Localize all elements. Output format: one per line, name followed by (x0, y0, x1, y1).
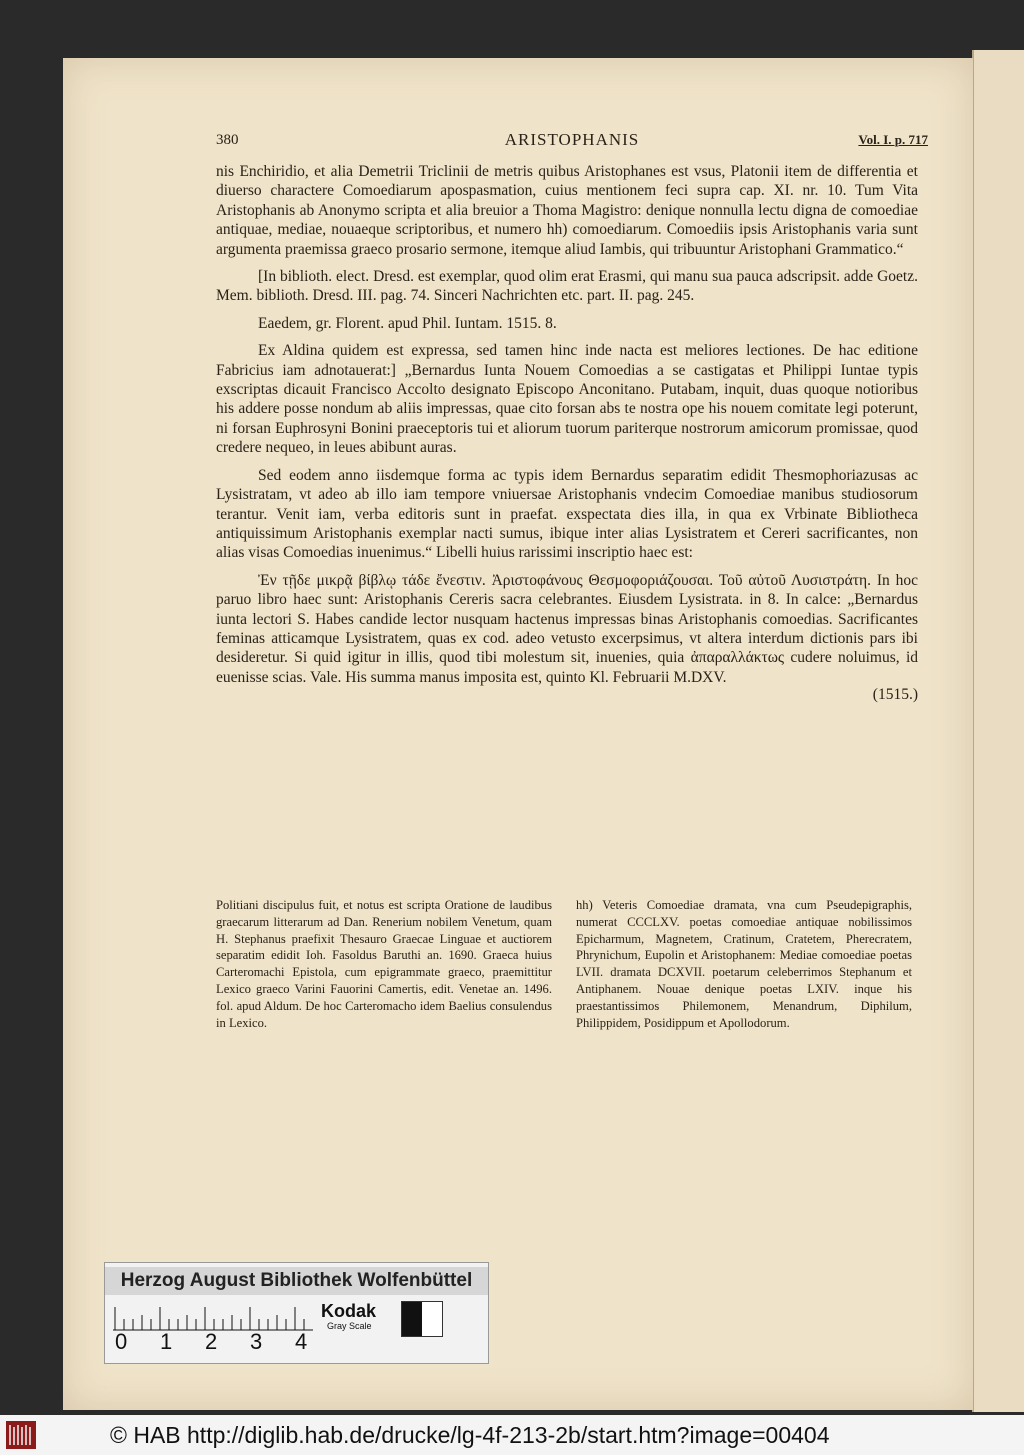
paragraph: Eaedem, gr. Florent. apud Phil. Iuntam. 1515. 8. (258, 314, 557, 332)
paragraph: Sed eodem anno iisdemque forma ac typis idem Bernardus separatim edidit Thesmophoriazusas ac Lysistratam, vt adeo ab illo iam tempore vniuersae Aristophanis vndecim Comoediae manibus studiosorum terantur. Venit iam, verba editoris sunt in praefat. exspectata dies illa, in qua ex Vrbinate Bibliotheca antiquissimum Aristophanis exemplar nacti sumus, ibique inter alias Lysistratem et Cereri sacrificantes, non alias visas Comoedias inuenimus.“ Libelli huius rarissimi inscriptio haec est: (216, 466, 918, 562)
library-label-card (104, 1262, 489, 1364)
volume-reference: Vol. I. p. 717 (858, 132, 928, 147)
ruler-numbers (113, 1329, 323, 1355)
footnote-left: Politiani discipulus fuit, et notus est scripta Oratione de laudibus graecarum litterarum ad Dan. Renerium nobilem Venetum, quam H. Stephanus praefixit Thesauro Graecae Linguae et auctiorem separatim edidit Ioh. Fasoldus Baruthi an. 1690. Graeca huius Carteromachi Epistola, cum epigrammate graeco, praemittitur Lexico graeco Varini Fauorini Camertis, edit. Venetae an. 1496. fol. apud Aldum. De hoc Carteromacho idem Baelius consulendus in Lexico. (216, 898, 552, 1030)
facing-page-edge (972, 50, 1024, 1412)
footer-bar (0, 1415, 1024, 1455)
paragraph: [In biblioth. elect. Dresd. est exemplar, quod olim erat Erasmi, qui manu sua pauca adscripsit. adde Goetz. Mem. biblioth. Dresd. III. pag. 74. Sinceri Nachrichten etc. part. II. pag. 245. (216, 268, 918, 305)
ruler-number: 1 (160, 1329, 173, 1354)
ruler-number: 4 (295, 1329, 308, 1354)
gray-scale-swatch (401, 1301, 443, 1337)
kodak-logo: Kodak (321, 1301, 377, 1321)
page-number: 380 (216, 132, 239, 148)
copyright-url[interactable]: © HAB http://diglib.hab.de/drucke/lg-4f-213-2b/start.htm?image=00404 (110, 1422, 830, 1448)
paragraph: Ἐν τῇδε μικρᾷ βίβλῳ τάδε ἔνεστιν. Ἀριστοφάνους Θεσμοφοριάζουσαι. Τοῦ αὐτοῦ Λυσιστράτη. In hoc paruo libro haec sunt: Aristophanis Cereris sacra celebrantes. Eiusdem Lysistrata. in 8. In calce: „Bernardus iunta lectori S. Habes candide lector nusquam hactenus impressas binas Aristophanis comoedias. Sacrificantes feminas atticamque Lysistratem, quas ex cod. adeo vetusto excerpsimus, vt altera interdum dictionis pars ibi desideretur. Si quid igitur in illis, quod tibi molestum sit, inuenies, quia ἀπαραλλάκτως cudere noluimus, id euenisse scias. Vale. His summa manus imposita est, quinto Kl. Februarii M.DXV. (216, 571, 918, 686)
gray-scale-label: Gray Scale (327, 1321, 372, 1331)
running-head (216, 130, 928, 154)
ruler-number: 0 (115, 1329, 128, 1354)
hab-logo-icon (6, 1421, 36, 1449)
running-title: ARISTOPHANIS (504, 130, 640, 149)
ruler-number: 3 (250, 1329, 263, 1354)
ruler-icon (113, 1301, 313, 1331)
paragraph: Ex Aldina quidem est expressa, sed tamen hinc inde nacta est meliores lectiones. De hac editione Fabricius iam adnotauerat:] „Bernardus Iunta Nouem Comoedias a se castigatas et Philippi Iuntae typis exscriptas dicauit Francisco Accolto designato Episcopo Anconitano. Putabam, inquit, duas quoque notioribus his addere posse nondum ab aliis impressas, quae cito forsan abs te nostra ope his nouem comitate legi poterunt, ni forsan Euphrosyni Bonini praeceptoris tui et aliorum tuorum pariterque nostrorum amicorum promissae, quod credere nequeo, in leues abibunt auras. (216, 342, 918, 457)
footnote-right: hh) Veteris Comoediae dramata, vna cum Pseudepigraphis, numerat CCCLXV. poetas comoediae antiquae nobilissimos Epicharmum, Magnetem, Cratinum, Cratetem, Pherecratem, Phrynichum, Eupolin et Aristophanem: Mediae comoediae poetas LVII. dramata DCXVII. poetarum celeberrimos Stephanum et Antiphanem. Nouae denique poetas LXIV. inque his praestantissimos Philemonem, Menandrum, Diphilum, Philippidem, Posidippum et Apollodorum. (576, 898, 912, 1030)
library-name: Herzog August Bibliothek Wolfenbüttel (105, 1267, 488, 1295)
paragraph: nis Enchiridio, et alia Demetrii Triclinii de metris quibus Aristophanes est vsus, Platonii item de differentia et diuerso charactere Comoediarum apospasmation, cuius mentionem feci supra cap. XI. nr. 10. Tum Vita Aristophanis ab Anonymo scripta et alia breuior a Thoma Magistro: denique nonnulla lectu digna de comoediae antiquae, mediae, nouaeque scriptoribus, et numero hh) comoediarum. Comoediis ipsis Aristophanis varia sunt argumenta praemissa graeco prosario sermone, itemque aliud Iambis, qui tribuuntur Aristophani Grammatico.“ (216, 163, 918, 258)
ruler-number: 2 (205, 1329, 218, 1354)
main-text (216, 162, 918, 705)
date-note: (1515.) (872, 686, 918, 704)
footnotes (216, 897, 918, 1077)
